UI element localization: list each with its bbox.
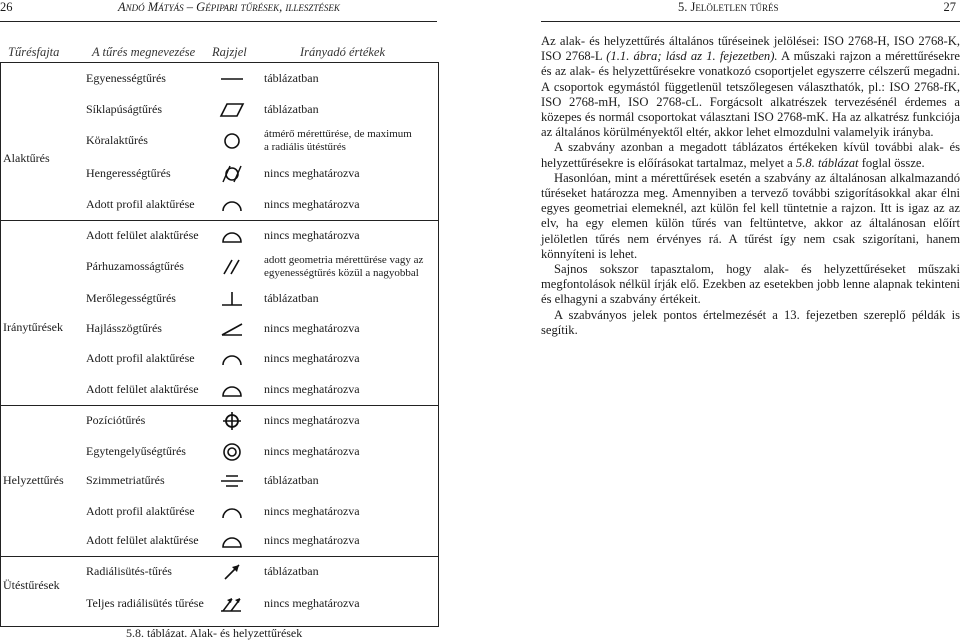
tolerance-value-line: nincs meghatározva [264,382,360,396]
flatness-icon [218,99,246,121]
table-row [1,220,438,251]
table-row [1,283,438,314]
tolerance-name: Párhuzamosságtűrés [86,259,184,273]
tolerance-name: Hajlásszögtűrés [86,321,162,335]
table-caption: 5.8. táblázat. Alak- és helyzettűrések [126,626,303,640]
tolerance-table [0,62,439,627]
tolerance-name: Adott felület alaktűrése [86,382,199,396]
tolerance-value-line: táblázatban [264,102,319,116]
table-row [1,436,438,467]
tolerance-value [264,94,319,125]
tolerance-value-line: nincs meghatározva [264,413,360,427]
tolerance-value-line: táblázatban [264,291,319,305]
tolerance-value-line: a radiális ütéstűrés [264,141,346,153]
position-icon [218,410,246,432]
table-row [1,588,438,619]
tolerance-name: Adott profil alaktűrése [86,504,195,518]
table-row [1,158,438,189]
table-row [1,125,438,156]
tolerance-value-line: nincs meghatározva [264,596,360,610]
tolerance-value-line: nincs meghatározva [264,444,360,458]
header-rule-left [0,21,437,22]
tolerance-value [264,465,319,496]
table-row [1,63,438,94]
tolerance-value-line: táblázatban [264,71,319,85]
paragraph: A szabványos jelek pontos értelmezését a 13. fejezetben szereplő példák is segítik. [541,307,960,337]
paragraph: A szabvány azonban a megadott táblázatos értékeken kívül további alak- és helyzettűrésekre is előírásokat tartalmaz, melyet a 5.8. táblázat foglal össze. [541,140,960,170]
paragraph: Az alak- és helyzettűrés általános tűréseinek jelölései: ISO 2768-H, ISO 2768-K, ISO 2768-L (1.1. ábra; lásd az 1. fejezetben). A műszaki rajzon a mérettűrésekre és az alak- és helyzettűrésekre vonatkozó csoportjelet egyszerre célszerű megadni. A csoportok egymástól függetlenül tetszőlegesen választhatók, pl.: ISO 2768-fK, ISO 2768-mH, ISO 2768-cL. Forgácsolt alkatrészek tervezésénél érdemes a közepes és normál csoportokat választani ISO 2768-mK. Ha az alkatrész funkciója az általános körülményektől eltér, akkor lehet elmozdulni valamelyik irányba. [541,34,960,140]
straightness-icon [218,68,246,90]
running-title-right: 5. Jelöletlen tűrés [678,0,779,14]
table-row [1,525,438,556]
circularity-icon [218,130,246,152]
tolerance-value-line: egyenességtűrés közül a nagyobbal [264,267,419,279]
tolerance-value [264,313,360,344]
paragraph: Hasonlóan, mint a mérettűrések esetén a szabvány az általánosan alkalmazandó tűréseket határozza meg. Amennyiben a tervező további szigorításokkal akar élni egyes geometriai elemeknél, azt külön fel kell tüntetnie a rajzon. Itt is igaz az az elv, ha egy elemen külön tűrés van feltüntetve, akkor az általánosan előírt jelöletlen tűrés nem érvényes rá. A tűrést így nem csak szigorítani, hanem könnyíteni is lehet. [541,170,960,261]
group-label-location: Helyzettűrés [3,473,64,487]
table-row [1,251,438,282]
circular-runout-icon [218,561,246,583]
line-profile-icon [218,501,246,523]
cylindricity-icon [218,163,246,185]
tolerance-name: Adott profil alaktűrése [86,351,195,365]
line-profile-icon [218,348,246,370]
table-row [1,343,438,374]
col-header-symbol: Rajzjel [212,45,247,59]
tolerance-value-line: adott geometria mérettűrése vagy az [264,254,424,266]
table-row [1,94,438,125]
tolerance-name: Köralaktűrés [86,133,148,147]
tolerance-name: Síklapúságtűrés [86,102,162,116]
total-runout-icon [218,593,246,615]
tolerance-value [264,220,360,251]
tolerance-name: Pozíciótűrés [86,413,146,427]
table-row [1,405,438,436]
tolerance-name: Egyenességtűrés [86,71,166,85]
tolerance-value-line: nincs meghatározva [264,166,360,180]
tolerance-name: Radiálisütés-tűrés [86,564,172,578]
tolerance-name: Teljes radiálisütés tűrése [86,596,204,610]
tolerance-name: Adott profil alaktűrése [86,197,195,211]
tolerance-value [264,436,360,467]
tolerance-value [264,556,319,587]
table-row [1,313,438,344]
tolerance-value-line: nincs meghatározva [264,321,360,335]
col-header-type: Tűrésfajta [8,45,60,59]
tolerance-value-line: nincs meghatározva [264,504,360,518]
tolerance-value [264,525,360,556]
tolerance-name: Hengerességtűrés [86,166,171,180]
col-header-values: Irányadó értékek [300,45,386,59]
tolerance-value [264,128,412,154]
tolerance-value [264,374,360,405]
body-text [541,34,960,338]
tolerance-value-line: táblázatban [264,564,319,578]
tolerance-name: Egytengelyűségtűrés [86,444,186,458]
tolerance-value [264,158,360,189]
tolerance-value-line: nincs meghatározva [264,351,360,365]
surface-profile-icon [218,530,246,552]
tolerance-name: Merőlegességtűrés [86,291,176,305]
table-row [1,374,438,405]
col-header-name: A tűrés megnevezése [92,45,196,59]
group-label-form: Alaktűrés [3,151,50,165]
table-row [1,189,438,220]
tolerance-name: Szimmetriatűrés [86,473,165,487]
angularity-icon [218,318,246,340]
tolerance-value [264,254,423,280]
line-profile-icon [218,194,246,216]
tolerance-name: Adott felület alaktűrése [86,228,199,242]
perpendicularity-icon [218,288,246,310]
tolerance-value [264,63,319,94]
tolerance-name: Adott felület alaktűrése [86,533,199,547]
tolerance-value [264,405,360,436]
symmetry-icon [218,470,246,492]
page-number-left: 26 [0,0,13,14]
surface-profile-icon [218,379,246,401]
surface-profile-icon [218,225,246,247]
tolerance-value [264,343,360,374]
parallelism-icon [218,256,246,278]
group-label-runout: Ütéstűrések [3,578,60,592]
tolerance-value [264,189,360,220]
table-row [1,496,438,527]
table-row [1,465,438,496]
tolerance-value-line: nincs meghatározva [264,533,360,547]
header-rule-right [541,21,960,22]
tolerance-value-line: nincs meghatározva [264,228,360,242]
tolerance-value [264,496,360,527]
tolerance-value-line: átmérő mérettűrése, de maximum [264,128,412,140]
tolerance-value-line: táblázatban [264,473,319,487]
page-number-right: 27 [943,0,956,14]
running-title-left: Andó Mátyás – Gépipari tűrések, illesztések [118,0,340,14]
tolerance-value [264,283,319,314]
table-row [1,556,438,587]
tolerance-value [264,588,360,619]
tolerance-value-line: nincs meghatározva [264,197,360,211]
paragraph: Sajnos sokszor tapasztalom, hogy alak- és helyzettűréseket műszaki megfontolások nélkül írják elő. Ezekben az esetekben jobb lenne alapnak tekinteni és elhagyni a szabvány értékeit. [541,262,960,307]
group-label-orientation: Iránytűrések [3,320,63,334]
concentricity-icon [218,441,246,463]
